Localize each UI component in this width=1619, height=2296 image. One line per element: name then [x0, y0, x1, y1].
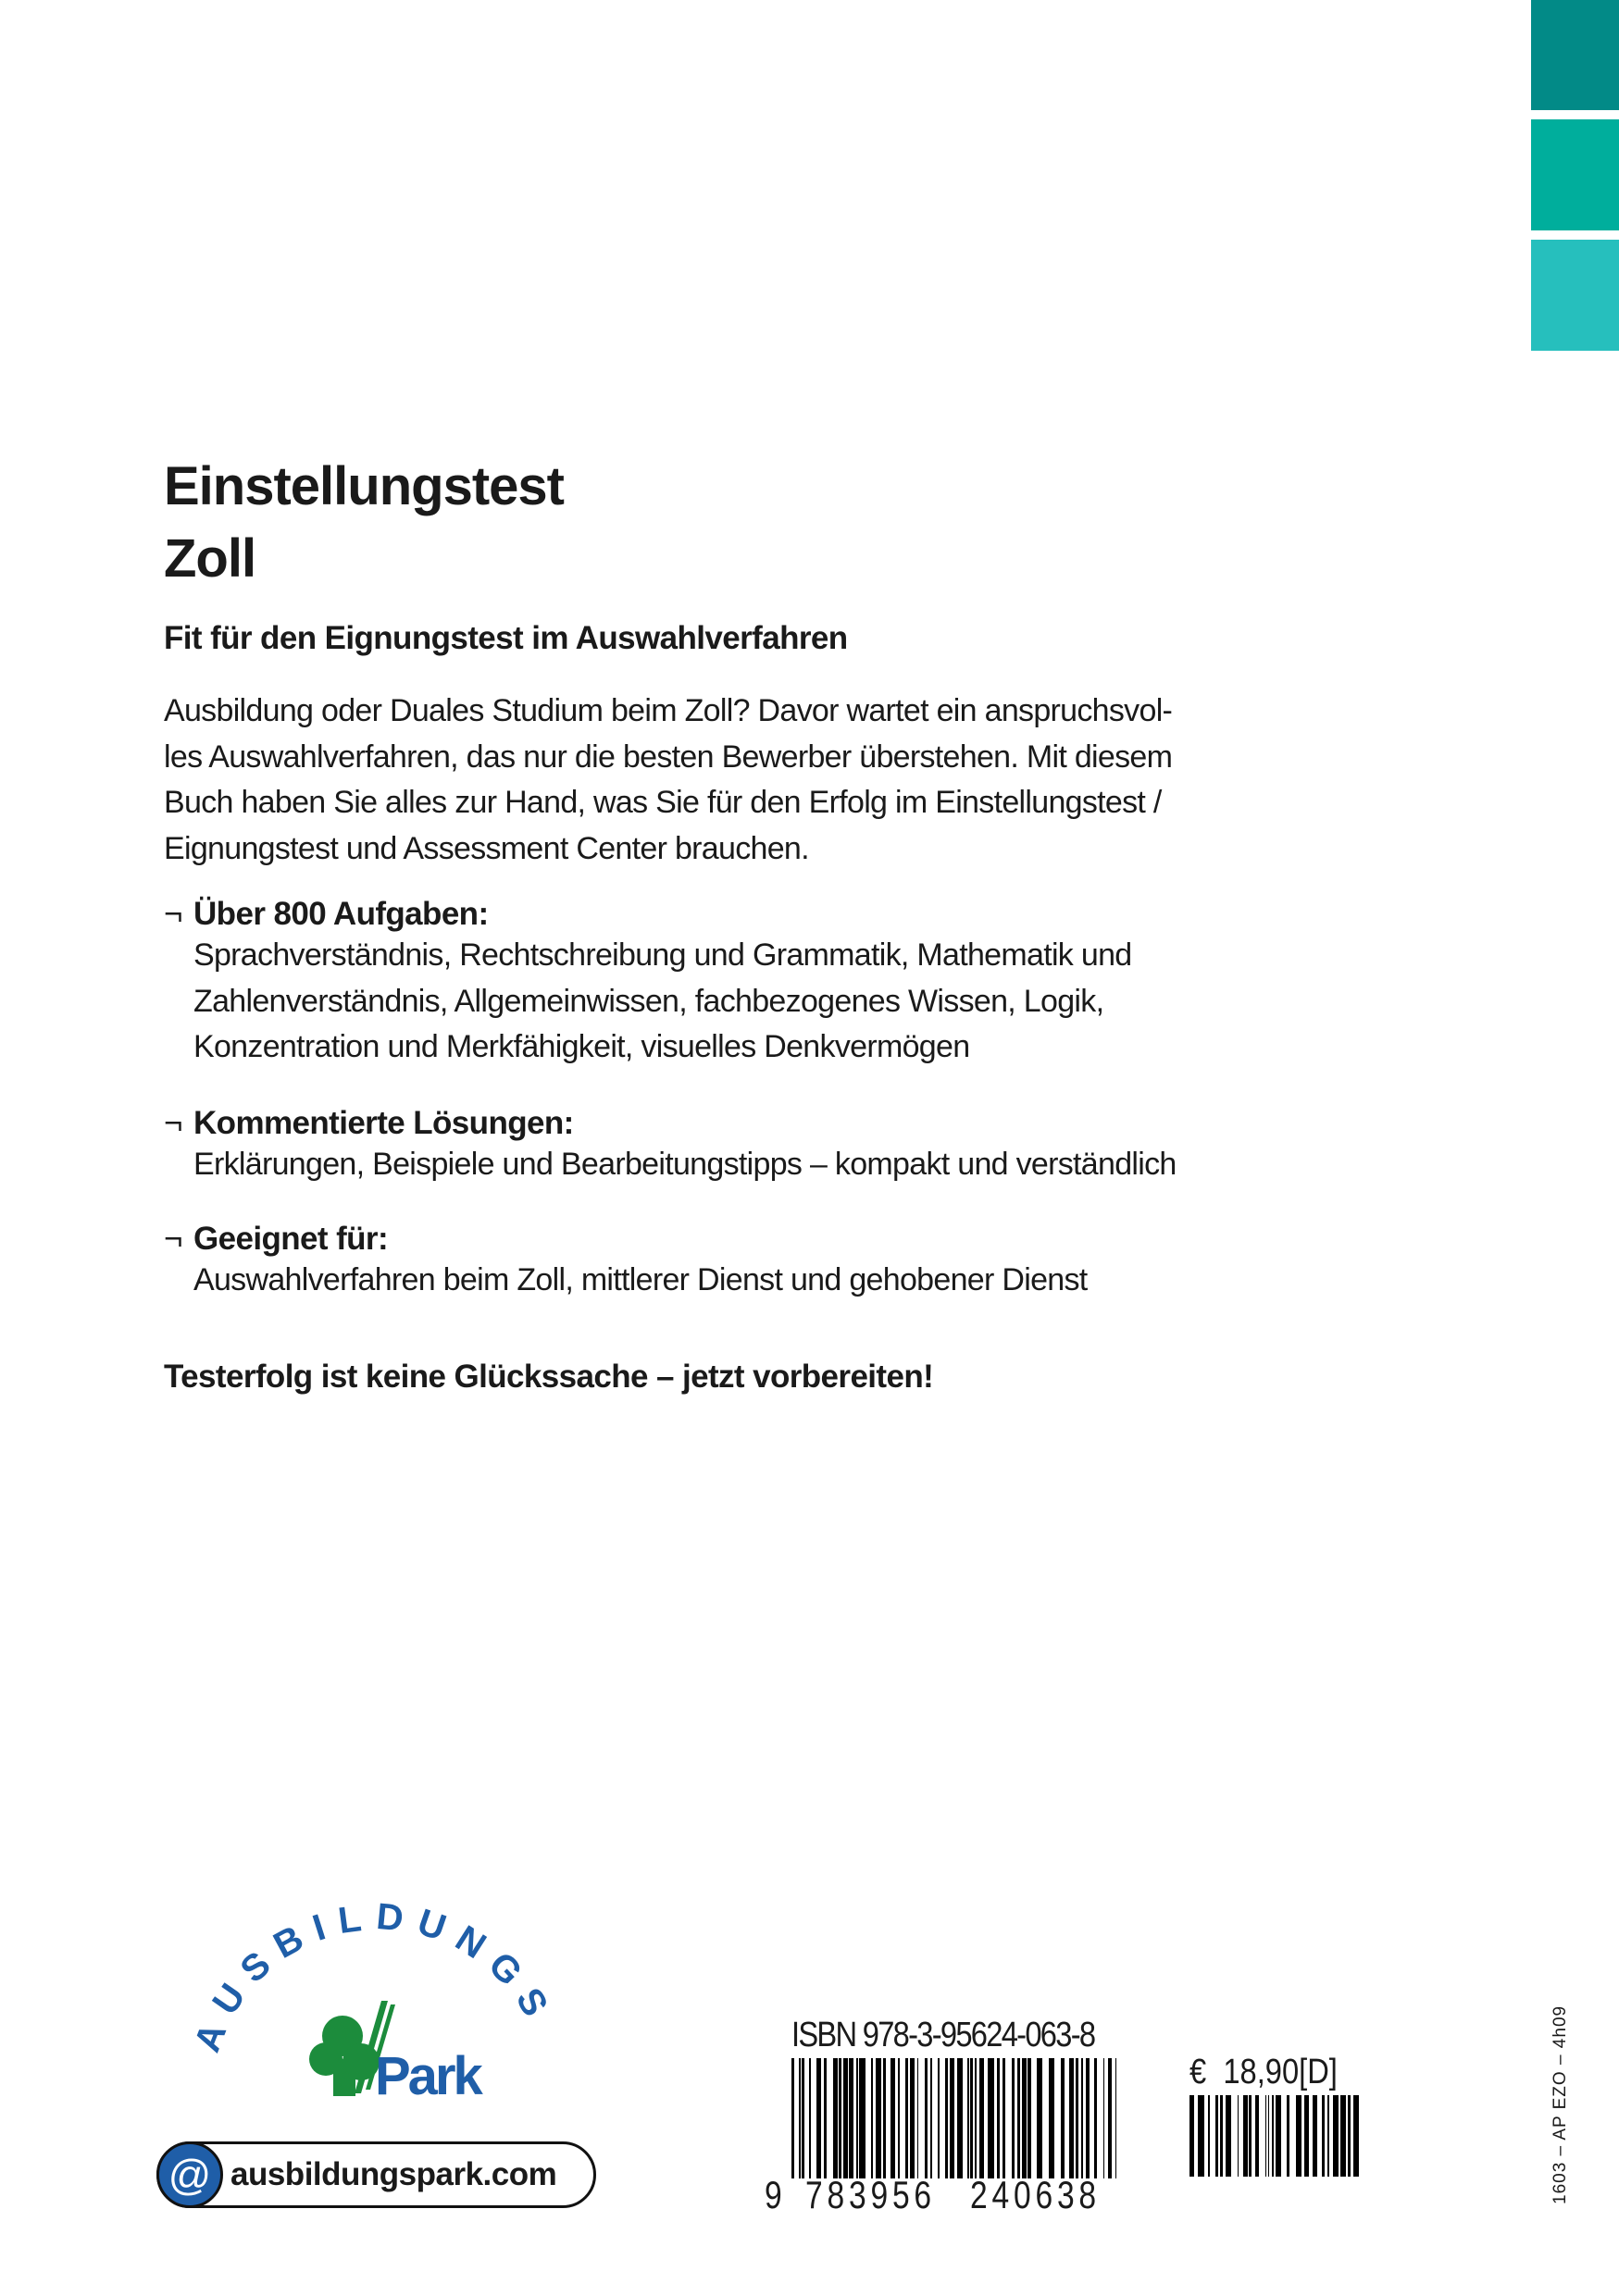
barcode-bar [856, 2058, 858, 2178]
barcode-bar [1340, 2095, 1346, 2177]
barcode-bar [1108, 2058, 1113, 2178]
bullet-line: Konzentration und Merkfähigkeit, visuelles Denkvermögen [193, 1029, 970, 1064]
website-pill[interactable] [156, 2141, 596, 2208]
barcode-bar [876, 2058, 881, 2178]
barcode-bar [938, 2058, 940, 2178]
bullet-heading: Geeignet für: [193, 1221, 388, 1257]
barcode-bar [957, 2058, 963, 2178]
barcode-bar [1215, 2095, 1218, 2177]
barcode-bar [1198, 2095, 1203, 2177]
barcode-bar [1313, 2095, 1317, 2177]
barcode-bar [1081, 2058, 1083, 2178]
isbn-barcode [791, 2058, 1143, 2178]
barcode-bar [843, 2058, 848, 2178]
color-block-3 [1531, 240, 1619, 351]
barcode-bar [809, 2058, 811, 2178]
barcode-bar [1322, 2095, 1325, 2177]
barcode-bar [871, 2058, 873, 2178]
bullet-marker: ¬ [164, 1221, 182, 1257]
barcode-bar [1268, 2095, 1270, 2177]
intro-line: Eignungstest und Assessment Center brauchen. [164, 830, 809, 866]
color-block-1 [1531, 0, 1619, 110]
barcode-bar [1272, 2095, 1274, 2177]
barcode-bar [1069, 2058, 1074, 2178]
barcode-bar [833, 2058, 838, 2178]
bullet-heading: Über 800 Aufgaben: [193, 896, 489, 932]
barcode-right-digits: 240638 [970, 2173, 1101, 2216]
logo-word: Park [375, 2046, 480, 2105]
bullet-marker: ¬ [164, 896, 182, 932]
barcode-bar [1086, 2058, 1090, 2178]
barcode-bar [1027, 2058, 1030, 2178]
title-line-2: Zoll [164, 528, 256, 589]
barcode-bar [1012, 2058, 1015, 2178]
barcode-bar [1094, 2058, 1097, 2178]
barcode-bar [1037, 2058, 1042, 2178]
price-amount: 18,90 [1223, 2053, 1300, 2091]
bullet-line: Auswahlverfahren beim Zoll, mittlerer Dienst und gehobener Dienst [193, 1262, 1088, 1297]
barcode-bar [1276, 2095, 1281, 2177]
barcode-bar [970, 2058, 973, 2178]
ausbildungspark-logo [185, 1897, 574, 2105]
barcode-bar [1208, 2095, 1210, 2177]
subtitle: Fit für den Eignungstest im Auswahlverfahren [164, 620, 848, 656]
barcode-first-digit: 9 [765, 2173, 782, 2216]
intro-line: Buch haben Sie alles zur Hand, was Sie für den Erfolg im Einstellungstest / [164, 785, 1162, 820]
barcode-bar [1333, 2095, 1339, 2177]
title-line-1: Einstellungstest [164, 456, 564, 516]
barcode-bar [849, 2058, 853, 2178]
logo-arc-text: AUSBILDUNGS [186, 1897, 562, 2058]
barcode-bar [883, 2058, 886, 2178]
barcode-bar [1327, 2095, 1329, 2177]
barcode-bar [930, 2058, 932, 2178]
price-currency: € [1189, 2053, 1207, 2091]
bullet-line: Zahlenverständnis, Allgemeinwissen, fachbezogenes Wissen, Logik, [193, 983, 1104, 1019]
barcode-bar [791, 2058, 794, 2178]
barcode-bar [988, 2058, 993, 2178]
barcode-bar [925, 2058, 928, 2178]
price-region: [D] [1299, 2053, 1338, 2091]
barcode-bar [1226, 2095, 1231, 2177]
barcode-bar [1304, 2095, 1309, 2177]
barcode-bar [1238, 2095, 1239, 2177]
bullet-line: Erklärungen, Beispiele und Bearbeitungstipps – kompakt und verständlich [193, 1147, 1177, 1182]
barcode-bar [898, 2058, 900, 2178]
barcode-bar [910, 2058, 915, 2178]
barcode-bar [802, 2058, 804, 2178]
barcode-bar [979, 2058, 984, 2178]
color-block-2 [1531, 119, 1619, 230]
barcode-bar [799, 2058, 801, 2178]
barcode-bar [1353, 2095, 1359, 2177]
barcode-bar [816, 2058, 821, 2178]
barcode-bar [1017, 2058, 1020, 2178]
barcode-bar [1115, 2058, 1117, 2178]
barcode-bar [1189, 2095, 1194, 2177]
isbn-text: ISBN 978-3-95624-063-8 [791, 2016, 1095, 2054]
intro-line: les Auswahlverfahren, das nur die besten Bewerber überstehen. Mit diesem [164, 738, 1173, 775]
barcode-bar [1287, 2095, 1289, 2177]
barcode-bar [839, 2058, 841, 2178]
barcode-bar [917, 2058, 919, 2178]
intro-paragraph [164, 689, 1172, 872]
barcode-bar [1265, 2095, 1267, 2177]
barcode-bar [1220, 2095, 1223, 2177]
barcode-bar [1049, 2058, 1054, 2178]
spine-code: 1603 – AP EZO – 4h09 [1551, 2004, 1570, 2204]
barcode-bar [1003, 2058, 1005, 2178]
barcode-bar [1348, 2095, 1351, 2177]
barcode-bar [905, 2058, 908, 2178]
website-url: ausbildungspark.com [230, 2156, 557, 2192]
bullet-2 [164, 1105, 1177, 1188]
bullet-3 [164, 1221, 1088, 1304]
intro-line: Ausbildung oder Duales Studium beim Zoll? Davor wartet ein anspruchsvol- [164, 693, 1173, 728]
barcode-bar [1243, 2095, 1248, 2177]
barcode-bar [1061, 2058, 1065, 2178]
bullet-line: Sprachverständnis, Rechtschreibung und Grammatik, Mathematik und [193, 937, 1132, 973]
barcode-bar [950, 2058, 954, 2178]
at-icon: @ [156, 2141, 223, 2208]
price [1189, 2053, 1338, 2092]
bullet-marker: ¬ [164, 1105, 182, 1141]
barcode-bar [967, 2058, 969, 2178]
barcode-bar [824, 2058, 827, 2178]
barcode-bar [945, 2058, 948, 2178]
barcode-bar [1296, 2095, 1301, 2177]
barcode-bar [975, 2058, 977, 2178]
barcode-left-digits: 783956 [805, 2173, 936, 2216]
barcode-bar [1022, 2058, 1027, 2178]
barcode-bar [1076, 2058, 1078, 2178]
price-barcode [1189, 2095, 1364, 2177]
bullet-1 [164, 896, 1131, 1071]
barcode-bar [997, 2058, 1000, 2178]
barcode-bar [859, 2058, 865, 2178]
barcode-bar [1255, 2095, 1260, 2177]
bullet-heading: Kommentierte Lösungen: [193, 1105, 574, 1141]
barcode-bar [890, 2058, 895, 2178]
barcode-bar [1249, 2095, 1252, 2177]
closing-line: Testerfolg ist keine Glückssache – jetzt vorbereiten! [164, 1359, 934, 1395]
barcode-bar [1103, 2058, 1105, 2178]
